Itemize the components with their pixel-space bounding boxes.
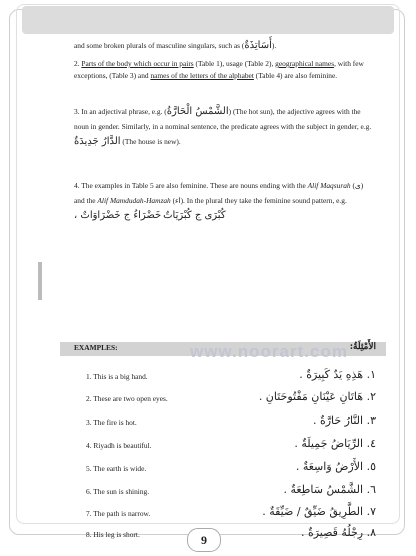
p4-middle-1: (ى) and the (74, 181, 364, 205)
p2-end: (Table 4) are also feminine. (255, 71, 338, 80)
example-6-en: 6. The sun is shining. (86, 487, 150, 496)
example-3-ar: ٣. النَّارُ حَارَّةٌ . (312, 414, 376, 427)
p3-arabic-1: الشَّمْسُ الْحَارَّةُ (166, 106, 229, 117)
paragraph-4 (74, 178, 374, 223)
p2-exceptions: , with few exceptions, (Table 3) and (74, 59, 364, 80)
example-3-en: 3. The fire is hot. (86, 418, 137, 427)
p4-alif-maqsurah: Alif Maqsurah (307, 181, 351, 190)
p2-letter-names: names of the letters of the alphabet (150, 71, 254, 80)
example-2-en: 2. These are two open eyes. (86, 394, 168, 403)
example-1-en: 1. This is a big hand. (86, 372, 148, 381)
example-5-en: 5. The earth is wide. (86, 464, 147, 473)
p3-end: (The house is new). (122, 137, 181, 146)
example-7-en: 7. The path is narrow. (86, 509, 151, 518)
header-bar (22, 6, 394, 34)
example-4-ar: ٤. الرِّيَاضُ جَمِيلَةٌ . (294, 437, 376, 450)
paragraph-1: and some broken plurals of masculine singulars, such as (أَسَاتِذَةٌ). (74, 40, 277, 51)
p4-arabic-1: خَضْرَاءُ ج خَضْرَاوَاتٌ ، (74, 210, 162, 221)
example-8-en: 8. His leg is short. (86, 530, 140, 539)
example-7-ar: ٧. الطَّرِيقُ ضَيِّقٌ / ضَيِّقَةٌ . (262, 505, 376, 518)
p4-alif-mamdudah: Alif Mamdudah-Hamzah (97, 196, 171, 205)
p2-body-pairs: Parts of the body which occur in pairs (81, 59, 194, 68)
example-5-ar: ٥. الأَرْضُ وَاسِعَةٌ . (295, 460, 376, 473)
p4-middle-2: (اء). In the plural they take the feminine sound pattern, e.g. (172, 196, 347, 205)
examples-label-en: EXAMPLES: (74, 343, 118, 352)
margin-mark (38, 262, 42, 300)
p3-start: 3. In an adjectival phrase, e.g. (74, 107, 163, 116)
p1-arabic: أَسَاتِذَةٌ (244, 40, 272, 51)
p2-number: 2. (74, 59, 80, 68)
examples-label-ar: الأَمْثِلَةُ: (349, 342, 376, 352)
example-1-ar: ١. هَذِهِ يَدٌ كَبِيرَةٌ . (299, 368, 376, 381)
p3-arabic-2: الدَّارُ جَدِيدَةٌ (74, 136, 121, 147)
paragraph-2 (74, 58, 374, 82)
p2-geo-names: geographical names (275, 59, 335, 68)
paragraph-3: 3. In an adjectival phrase, e.g. (الشَّمْسُ الْحَارَّةُ) (The hot sun), the adjective agrees with the noun in gender. Similarly, in a nominal sentence, the predicate agrees with the subject in gender, e.g. الدَّارُ جَدِيدَةٌ (The house is new). (74, 106, 372, 147)
p4-start: 4. The examples in Table 5 are also feminine. These are nouns ending with the (74, 181, 306, 190)
example-6-ar: ٦. الشَّمْسُ سَاطِعَةٌ . (283, 483, 376, 496)
example-4-en: 4. Riyadh is beautiful. (86, 441, 152, 450)
p1-text: and some broken plurals of masculine singulars, such as (74, 41, 241, 50)
watermark-text: www.noorart.com (190, 342, 348, 361)
example-2-ar: ٢. هَاتَانِ عَيْنَانِ مَفْتُوحَتَانِ . (258, 390, 376, 403)
p3-middle: (The hot sun), the adjective agrees with the noun in gender. Similarly, in a nominal sentence, the predicate agrees with the subject in gender, e.g. (74, 107, 372, 131)
example-8-ar: ٨. رِجْلُهُ قَصِيرَةٌ . (300, 526, 376, 539)
p4-arabic-2: كُبْرَى ج كُبْرَيَاتٌ (163, 210, 226, 221)
p2-usage: (Table 1), usage (Table 2), (195, 59, 274, 68)
page-number: 9 (187, 528, 221, 552)
